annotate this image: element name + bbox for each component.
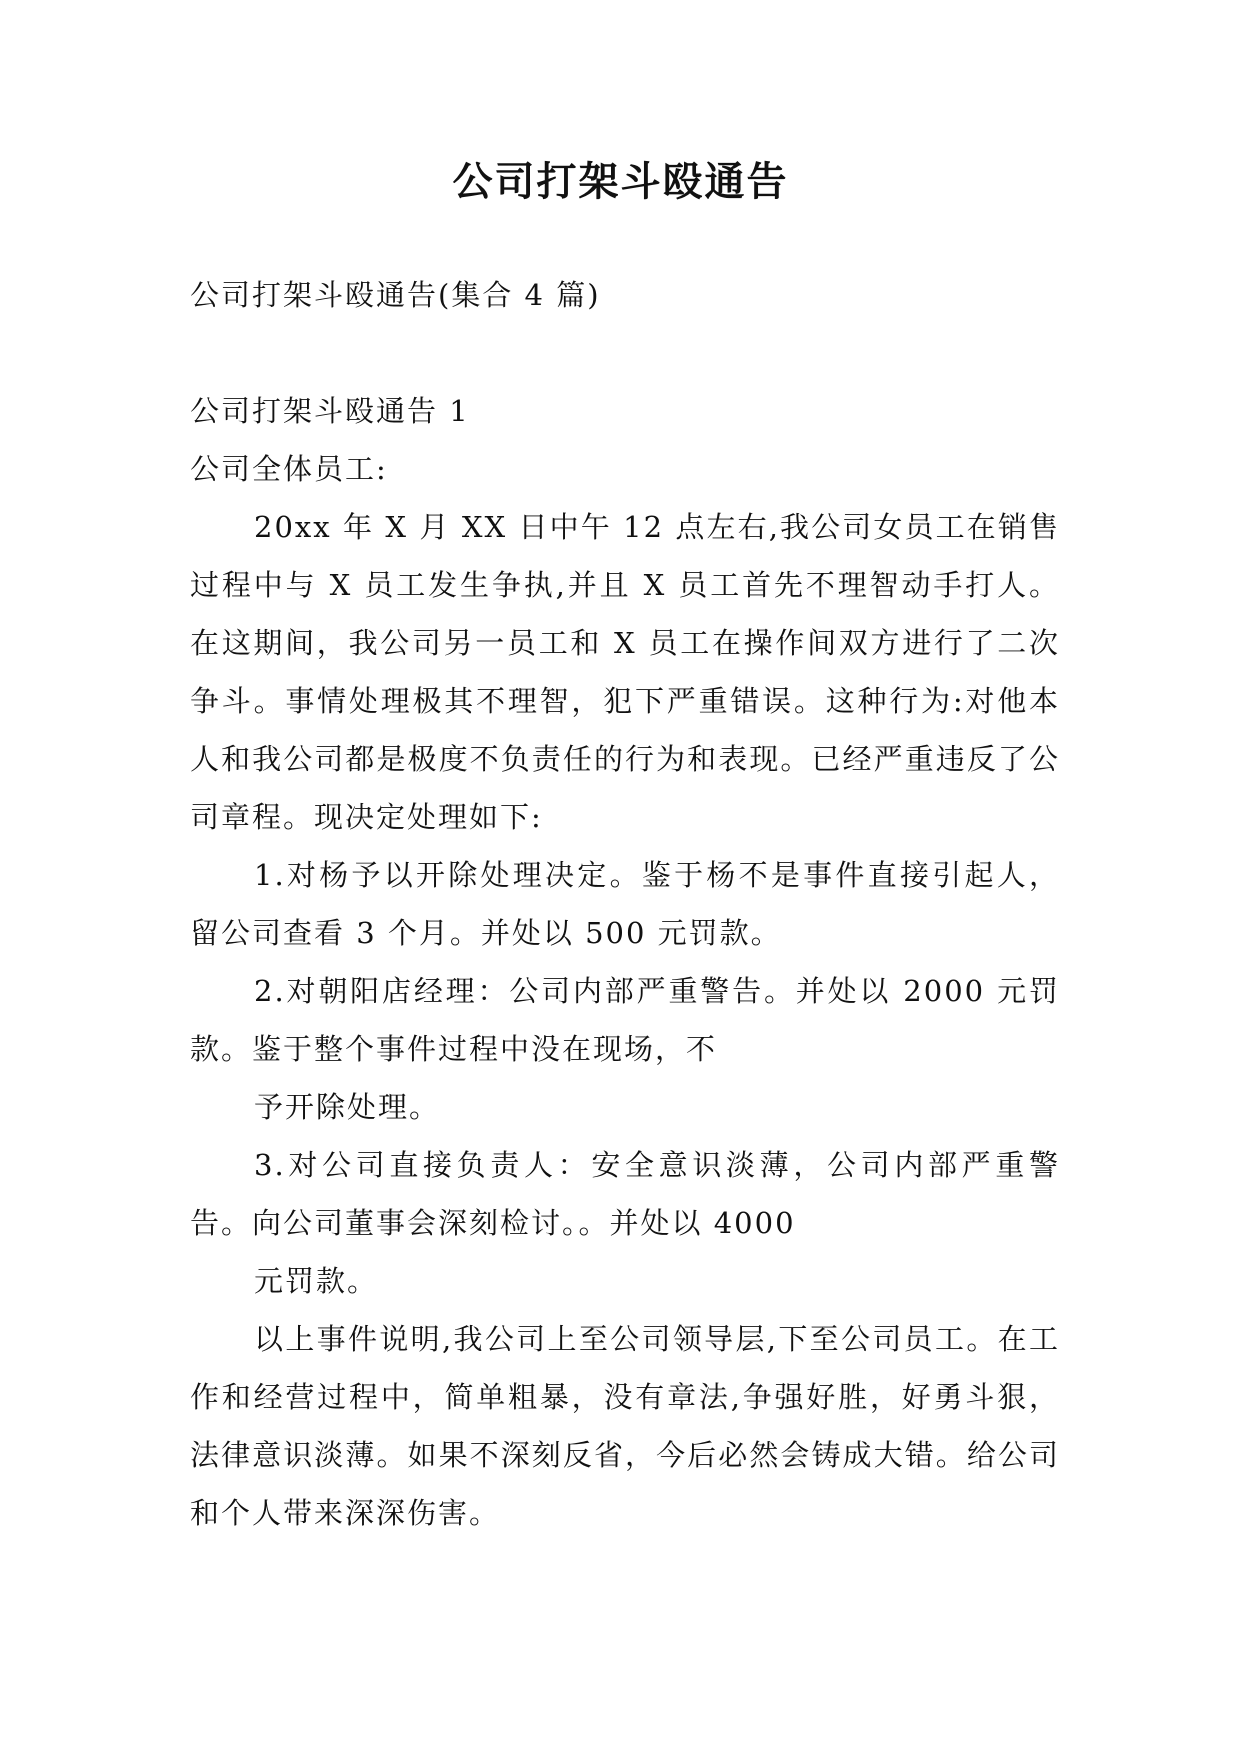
section-heading: 公司打架斗殴通告 1 (190, 394, 470, 428)
document-title: 公司打架斗殴通告 (452, 158, 789, 205)
document-subtitle: 公司打架斗殴通告(集合 4 篇) (190, 278, 601, 312)
decision-item-3-continuation: 元罚款。 (254, 1264, 379, 1298)
decision-item-2-continuation: 予开除处理。 (254, 1090, 441, 1124)
decision-item-3: 3.对公司直接负责人：安全意识淡薄，公司内部严重警告。向公司董事会深刻检讨。。并处以 4000 (190, 1148, 1060, 1240)
decision-item-2: 2.对朝阳店经理：公司内部严重警告。并处以 2000 元罚款。鉴于整个事件过程中没在现场，不 (190, 974, 1060, 1066)
decision-item-1: 1.对杨予以开除处理决定。鉴于杨不是事件直接引起人，留公司查看 3 个月。并处以 500 元罚款。 (190, 858, 1060, 950)
paragraph-conclusion: 以上事件说明,我公司上至公司领导层,下至公司员工。在工作和经营过程中，简单粗暴，没有章法,争强好胜，好勇斗狠，法律意识淡薄。如果不深刻反省，今后必然会铸成大错。给公司和个人带来深深伤害。 (190, 1322, 1060, 1530)
paragraph-incident: 20xx 年 X 月 XX 日中午 12 点左右,我公司女员工在销售过程中与 X 员工发生争执,并且 X 员工首先不理智动手打人。在这期间，我公司另一员工和 X 员工在操作间双方进行了二次争斗。事情处理极其不理智，犯下严重错误。这种行为:对他本人和我公司都是极度不负责任的行为和表现。已经严重违反了公司章程。现决定处理如下: (190, 510, 1060, 834)
salutation: 公司全体员工: (190, 452, 388, 486)
document-body (190, 266, 1060, 1542)
